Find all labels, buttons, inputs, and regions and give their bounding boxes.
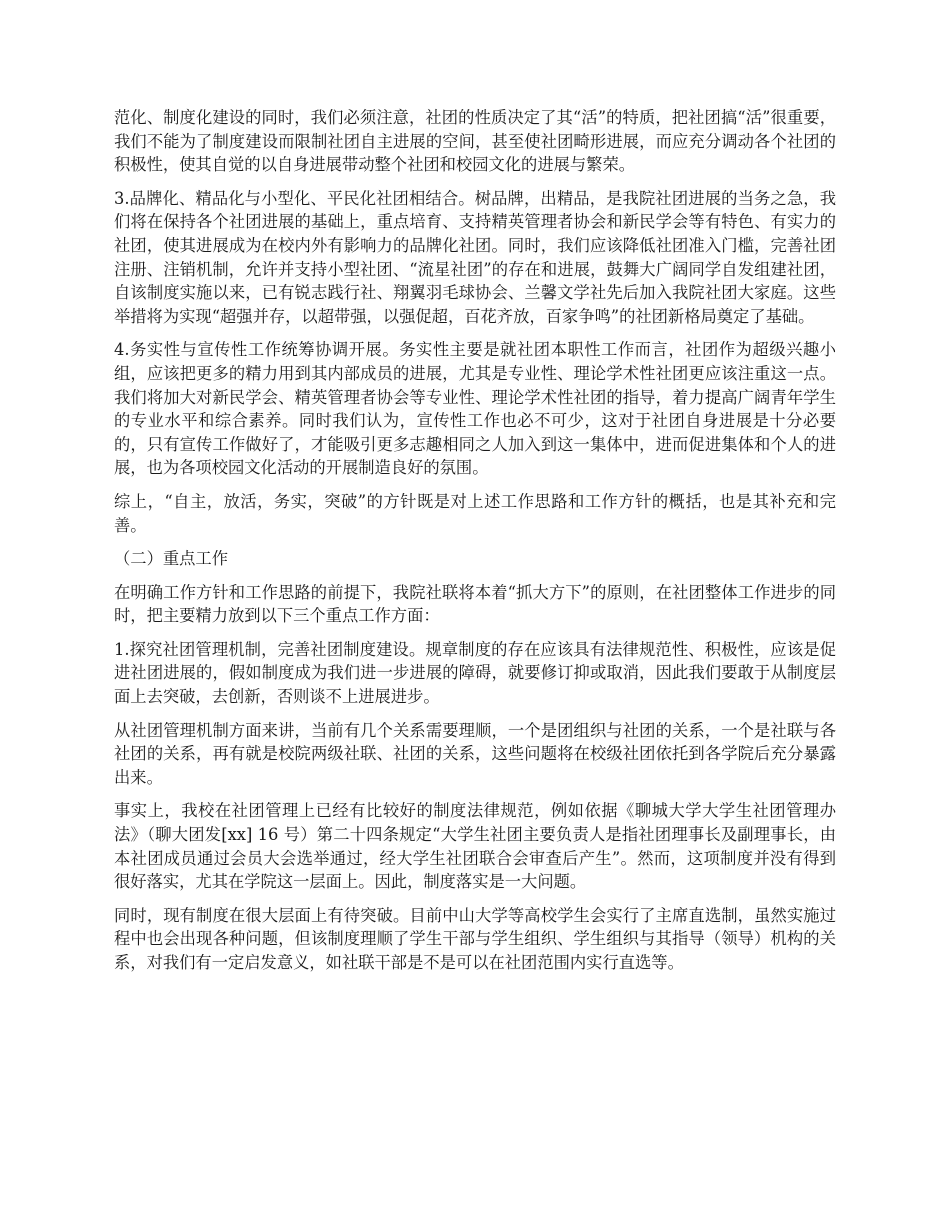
paragraph-existing-regulations: 事实上，我校在社团管理上已经有比较好的制度法律规范，例如依据《聊城大学大学生社团管理办法》（聊大团发[xx] 16 号）第二十四条规定“大学生社团主要负责人是指社团理事长及副理事长，由本社团成员通过会员大会选举通过，经大学生社团联合会审查后产生”。然而，这项制度并没有得到很好落实，尤其在学院这一层面上。因此，制度落实是一大问题。 (114, 801, 836, 892)
paragraph-point-4-practical-publicity: 4.务实性与宣传性工作统筹协调开展。务实性主要是就社团本职性工作而言，社团作为超级兴趣小组，应该把更多的精力用到其内部成员的进展，尤其是专业性、理论学术性社团更应该注重这一点。我们将加大对新民学会、精英管理者协会等专业性、理论学术性社团的指导，着力提高广阔青年学生的专业水平和综合素养。同时我们认为，宣传性工作也必不可少，这对于社团自身进展是十分必要的，只有宣传工作做好了，才能吸引更多志趣相同之人加入到这一集体中，进而促进集体和个人的进展，也为各项校园文化活动的开展制造良好的氛围。 (114, 340, 836, 478)
paragraph-key-work-intro: 在明确工作方针和工作思路的前提下，我院社联将本着“抓大方下”的原则，在社团整体工作进步的同时，把主要精力放到以下三个重点工作方面： (114, 582, 836, 626)
paragraph-summary: 综上，“自主，放活，务实，突破”的方针既是对上述工作思路和工作方针的概括，也是其补充和完善。 (114, 491, 836, 535)
section-heading-key-work: （二）重点工作 (114, 549, 228, 569)
paragraph-management-mechanism: 从社团管理机制方面来讲，当前有几个关系需要理顺，一个是团组织与社团的关系，一个是社联与各社团的关系，再有就是校院两级社联、社团的关系，这些问题将在校级社团依托到各学院后充分暴露出来。 (114, 720, 836, 787)
paragraph-system-breakthrough: 同时，现有制度在很大层面上有待突破。目前中山大学等高校学生会实行了主席直选制，虽然实施过程中也会出现各种问题，但该制度理顺了学生干部与学生组织、学生组织与其指导（领导）机构的关系，对我们有一定启发意义，如社联干部是不是可以在社团范围内实行直选等。 (114, 905, 836, 972)
paragraph-intro-continuation: 范化、制度化建设的同时，我们必须注意，社团的性质决定了其“活”的特质，把社团搞“活”很重要，我们不能为了制度建设而限制社团自主进展的空间，甚至使社团畸形进展，而应充分调动各个社团的积极性，使其自觉的以自身进展带动整个社团和校园文化的进展与繁荣。 (114, 108, 836, 175)
paragraph-key-work-1: 1.探究社团管理机制，完善社团制度建设。规章制度的存在应该具有法律规范性、积极性，应该是促进社团进展的，假如制度成为我们进一步进展的障碍，就要修订抑或取消，因此我们要敢于从制度层面上去突破，去创新，否则谈不上进展进步。 (114, 639, 836, 707)
document-page (114, 106, 836, 985)
paragraph-point-3-branding: 3.品牌化、精品化与小型化、平民化社团相结合。树品牌，出精品，是我院社团进展的当务之急，我们将在保持各个社团进展的基础上，重点培育、支持精英管理者协会和新民学会等有特色、有实力的社团，使其进展成为在校内外有影响力的品牌化社团。同时，我们应该降低社团准入门槛，完善社团注册、注销机制，允许并支持小型社团、“流星社团”的存在和进展，鼓舞大广阔同学自发组建社团，自该制度实施以来，已有锐志践行社、翔翼羽毛球协会、兰馨文学社先后加入我院社团大家庭。这些举措将为实现“超强并存，以超带强，以强促超，百花齐放，百家争鸣”的社团新格局奠定了基础。 (114, 188, 836, 326)
